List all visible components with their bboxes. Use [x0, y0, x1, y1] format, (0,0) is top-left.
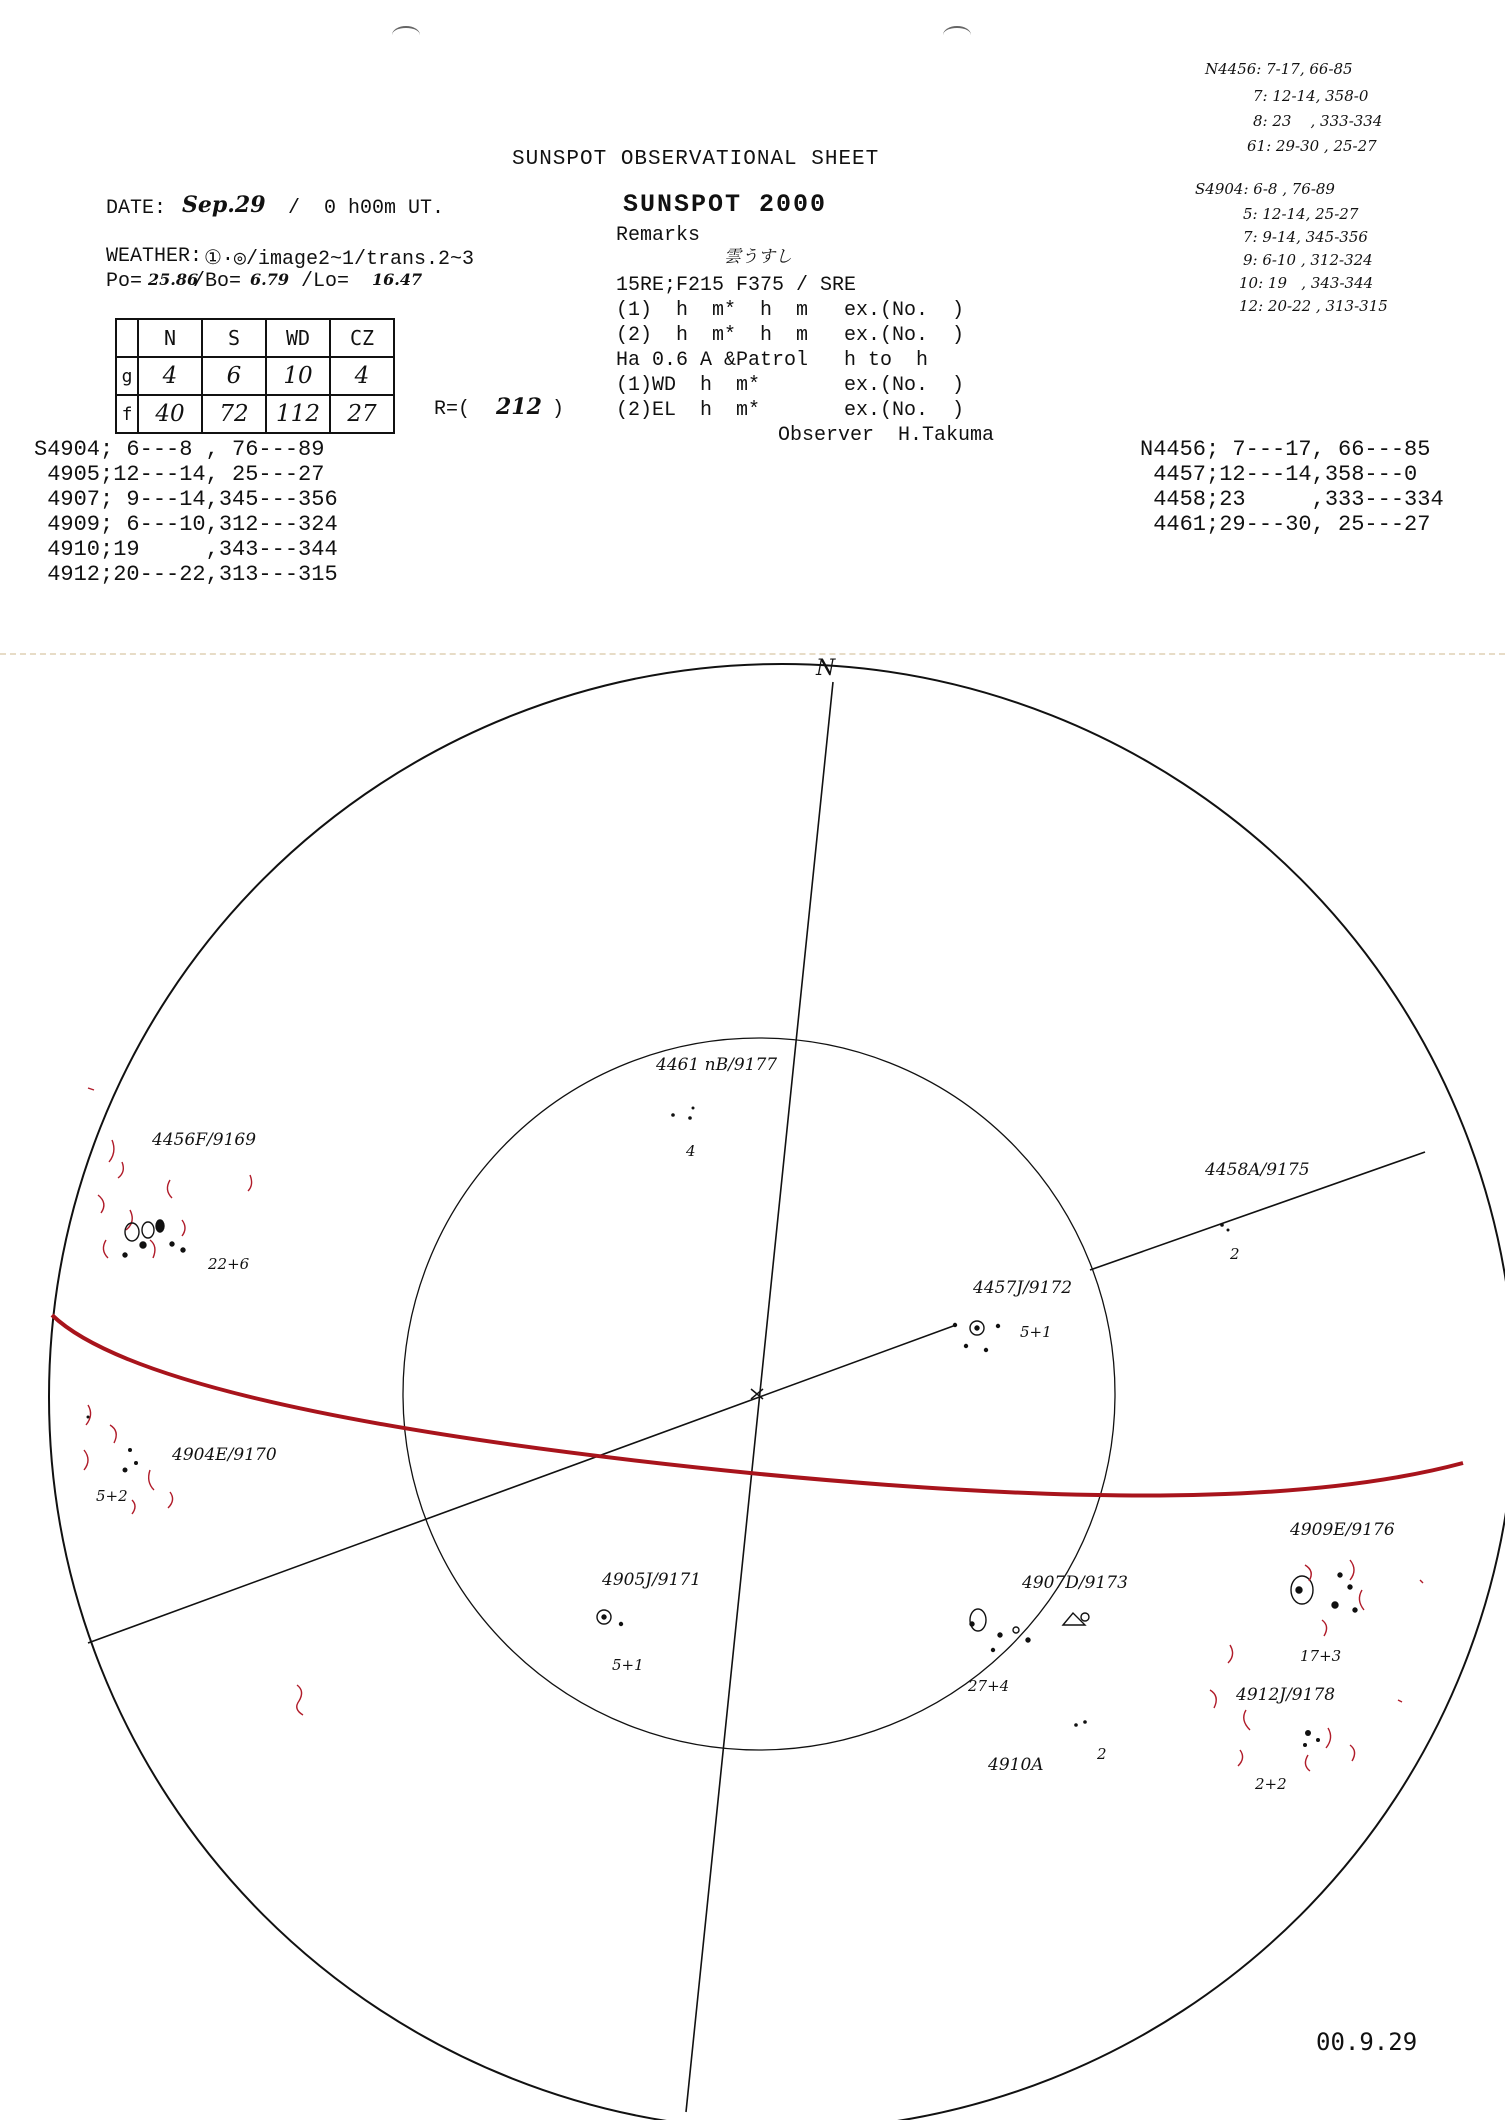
r-close: ): [552, 398, 565, 421]
north-marker: N: [816, 656, 836, 681]
sheet-title: SUNSPOT OBSERVATIONAL SHEET: [512, 148, 880, 171]
south-list-3: 4907; 9---14,345---356: [34, 487, 338, 512]
r-label: R=(: [434, 398, 471, 421]
group-4456-spots: [98, 1140, 252, 1258]
row-label-f: f: [116, 395, 138, 433]
count-4910: 2: [1097, 1745, 1107, 1763]
equatorial-axis-left: [88, 1325, 956, 1643]
bo-label: /Bo=: [193, 270, 242, 293]
bo-value: 6.79: [250, 270, 289, 289]
south-list-2: 4905;12---14, 25---27: [34, 462, 325, 487]
group-4912-umbrae: [1303, 1730, 1320, 1747]
header-cz: CZ: [330, 319, 394, 357]
hand-south-3: 7: 9-14, 345-356: [1243, 228, 1368, 246]
cell-f-cz: 27: [330, 395, 394, 433]
label-4461: 4461 nB/9177: [656, 1055, 778, 1075]
solar-limb: [49, 664, 1505, 2120]
group-4907-spots: [970, 1609, 1089, 1652]
program-line-1: 15RE;F215 F375 / SRE: [616, 274, 857, 297]
po-label: Po=: [106, 270, 143, 293]
program-line-5: (1)WD h m* ex.(No. ): [616, 374, 965, 397]
label-4905: 4905J/9171: [602, 1570, 702, 1590]
count-4907: 27+4: [968, 1677, 1010, 1695]
cell-g-s: 6: [202, 357, 266, 395]
weather-label: WEATHER:: [106, 245, 203, 268]
count-4457: 5+1: [1020, 1323, 1052, 1341]
north-list-1: N4456; 7---17, 66---85: [1140, 437, 1431, 462]
label-4910: 4910A: [988, 1755, 1044, 1775]
south-list-4: 4909; 6---10,312---324: [34, 512, 338, 537]
remarks-value: 雲うすし: [724, 247, 792, 267]
group-4909-faculae: [1305, 1560, 1364, 1636]
lo-value: 16.47: [372, 270, 423, 289]
inner-circle: [403, 1038, 1115, 1750]
date-value: Sep.29: [182, 192, 266, 218]
count-4909: 17+3: [1300, 1647, 1342, 1665]
label-4457: 4457J/9172: [973, 1278, 1073, 1298]
header-s: S: [202, 319, 266, 357]
label-4904: 4904E/9170: [172, 1445, 277, 1465]
program-line-6: (2)EL h m* ex.(No. ): [616, 399, 965, 422]
solar-equator: [52, 1315, 1463, 1496]
cell-g-n: 4: [138, 357, 202, 395]
count-4458: 2: [1230, 1245, 1240, 1263]
row-label-g: g: [116, 357, 138, 395]
r-value: 212: [496, 394, 542, 420]
count-4905: 5+1: [612, 1656, 644, 1674]
program-line-4: Ha 0.6 A &Patrol h to h: [616, 349, 929, 372]
south-list-5: 4910;19 ,343---344: [34, 537, 338, 562]
header-wd: WD: [266, 319, 330, 357]
hand-south-6: 12: 20-22 , 313-315: [1239, 297, 1388, 315]
lo-label: /Lo=: [301, 270, 350, 293]
count-4461: 4: [686, 1142, 696, 1160]
hand-south-1: S4904: 6-8 , 76-89: [1195, 180, 1335, 198]
group-4461-spots: [671, 1107, 694, 1120]
label-4909: 4909E/9176: [1290, 1520, 1395, 1540]
hand-south-2: 5: 12-14, 25-27: [1243, 205, 1359, 223]
group-4456-umbrae: [123, 1220, 185, 1257]
group-4905-spots: [597, 1610, 623, 1626]
label-4456: 4456F/9169: [152, 1130, 257, 1150]
remarks-label: Remarks: [616, 224, 701, 247]
time-value: / 0 h00m UT.: [288, 197, 445, 220]
cell-f-n: 40: [138, 395, 202, 433]
po-value: 25.86: [148, 270, 199, 289]
hand-north-2: 7: 12-14, 358-0: [1253, 87, 1369, 105]
north-list-4: 4461;29---30, 25---27: [1140, 512, 1431, 537]
group-4904-umbrae: [87, 1416, 139, 1473]
count-4912: 2+2: [1255, 1775, 1287, 1793]
group-4910-spots: [1074, 1720, 1087, 1727]
south-list-1: S4904; 6---8 , 76---89: [34, 437, 325, 462]
cell-f-wd: 112: [266, 395, 330, 433]
hand-north-1: N4456: 7-17, 66-85: [1205, 60, 1353, 78]
group-4458-spots: [1220, 1223, 1229, 1231]
count-4456: 22+6: [208, 1255, 250, 1273]
hand-south-4: 9: 6-10 , 312-324: [1243, 251, 1373, 269]
program-line-3: (2) h m* h m ex.(No. ): [616, 324, 965, 347]
date-stamp: 00.9.29: [1316, 2028, 1418, 2056]
weather-value: ①·◎/image2~1/trans.2~3: [204, 248, 475, 271]
header-n: N: [138, 319, 202, 357]
date-label: DATE:: [106, 197, 167, 220]
program-name: SUNSPOT 2000: [623, 190, 828, 219]
group-4457-spots: [954, 1321, 1000, 1352]
cell-f-s: 72: [202, 395, 266, 433]
hand-north-3: 8: 23 , 333-334: [1253, 112, 1383, 130]
north-list-3: 4458;23 ,333---334: [1140, 487, 1444, 512]
count-4904: 5+2: [96, 1487, 128, 1505]
label-4912: 4912J/9178: [1236, 1685, 1336, 1705]
hand-north-4: 61: 29-30 , 25-27: [1247, 137, 1377, 155]
faculae-scattered: [88, 1088, 1423, 1715]
label-4458: 4458A/9175: [1205, 1160, 1310, 1180]
south-list-6: 4912;20---22,313---315: [34, 562, 338, 587]
cell-g-cz: 4: [330, 357, 394, 395]
cell-g-wd: 10: [266, 357, 330, 395]
observer: Observer H.Takuma: [778, 424, 995, 447]
hand-south-5: 10: 19 , 343-344: [1239, 274, 1374, 292]
north-list-2: 4457;12---14,358---0: [1140, 462, 1418, 487]
group-4909-umbrae: [1291, 1573, 1357, 1612]
program-line-2: (1) h m* h m ex.(No. ): [616, 299, 965, 322]
label-4907: 4907D/9173: [1022, 1573, 1128, 1593]
